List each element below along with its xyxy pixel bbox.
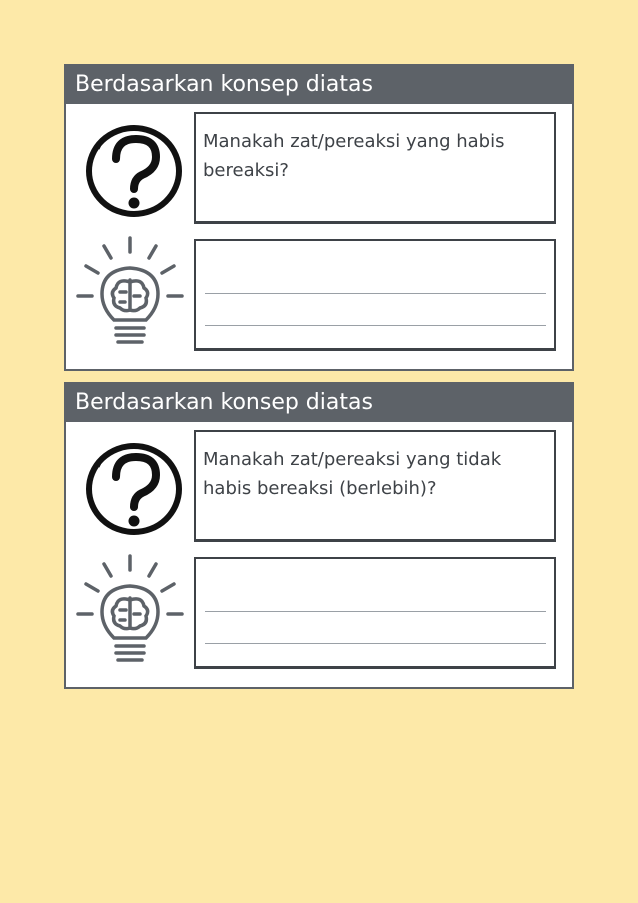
question-mark-icon — [84, 437, 188, 541]
answer-line — [205, 325, 546, 326]
question-text: Manakah zat/pereaksi yang habis bereaksi? — [203, 131, 505, 181]
question-box — [194, 112, 556, 224]
answer-line — [205, 611, 546, 612]
question-box — [194, 430, 556, 542]
answer-line — [205, 643, 546, 644]
worksheet-card-1 — [64, 64, 574, 371]
answer-box[interactable] — [194, 557, 556, 669]
question-text: Manakah zat/pereaksi yang tidak habis bereaksi (berlebih)? — [203, 449, 502, 499]
lightbulb-brain-icon — [74, 554, 186, 672]
worksheet-card-2 — [64, 382, 574, 689]
card-title: Berdasarkan konsep diatas — [66, 66, 572, 104]
answer-box[interactable] — [194, 239, 556, 351]
lightbulb-brain-icon — [74, 236, 186, 354]
question-mark-icon — [84, 119, 188, 223]
card-title: Berdasarkan konsep diatas — [66, 384, 572, 422]
answer-line — [205, 293, 546, 294]
